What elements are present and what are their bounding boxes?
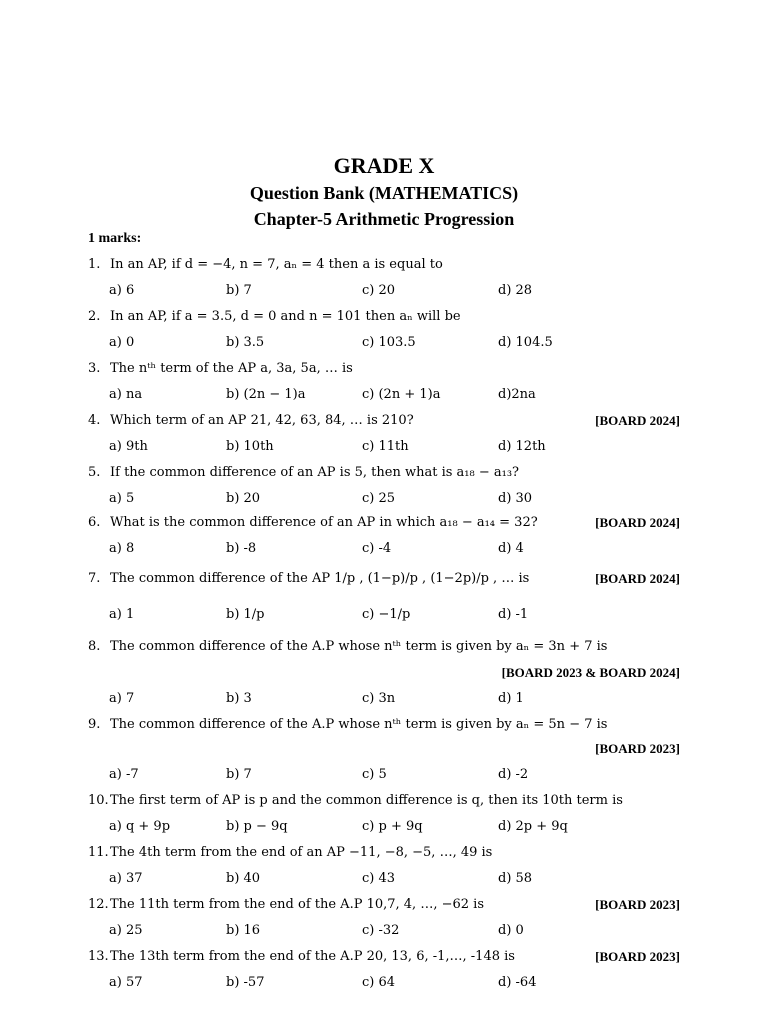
option-a: a) 0	[109, 335, 135, 350]
option-c: c) 5	[362, 767, 387, 782]
question-text: In an AP, if a = 3.5, d = 0 and n = 101 then aₙ will be	[110, 309, 461, 324]
option-b: b) 40	[226, 871, 261, 886]
question-number: 9.	[88, 717, 101, 732]
board-tag: [BOARD 2024]	[595, 515, 680, 530]
option-d: d) 4	[498, 541, 524, 556]
option-c: c) p + 9q	[362, 819, 423, 834]
question-number: 5.	[88, 465, 101, 480]
question-5	[88, 465, 519, 480]
option-b: b) 16	[226, 923, 261, 938]
option-c: c) (2n + 1)a	[362, 387, 441, 402]
grade-title: GRADE X	[333, 153, 435, 178]
option-b: b) p − 9q	[226, 819, 288, 834]
question-number: 12.	[88, 897, 109, 912]
option-d: d) 0	[498, 923, 524, 938]
question-number: 1.	[88, 257, 101, 272]
option-b: b) -57	[226, 975, 265, 990]
question-6	[88, 515, 538, 530]
question-text: What is the common difference of an AP in which a₁₈ − a₁₄ = 32?	[110, 515, 538, 530]
option-b: b) (2n − 1)a	[226, 387, 306, 402]
question-number: 8.	[88, 639, 101, 654]
question-text: The common difference of the A.P whose nᵗʰ term is given by aₙ = 5n − 7 is	[110, 717, 608, 732]
option-d: d) 104.5	[498, 335, 553, 350]
question-text: Which term of an AP 21, 42, 63, 84, … is 210?	[110, 413, 414, 428]
question-number: 3.	[88, 361, 101, 376]
option-a: a) 1	[109, 607, 135, 622]
option-a: a) na	[109, 387, 143, 402]
board-tag: [BOARD 2024]	[595, 571, 680, 586]
option-d: d) 28	[498, 283, 533, 298]
option-c: c) 20	[362, 283, 396, 298]
option-b: b) 10th	[226, 439, 274, 454]
option-b: b) 20	[226, 491, 261, 506]
board-tag: [BOARD 2023]	[595, 949, 680, 964]
question-number: 7.	[88, 571, 101, 586]
option-c: c) 11th	[362, 439, 409, 454]
option-d: d) -64	[498, 975, 537, 990]
chapter-title: Chapter-5 Arithmetic Progression	[253, 209, 515, 229]
option-d: d) 12th	[498, 439, 546, 454]
question-number: 10.	[88, 793, 109, 808]
option-a: a) 7	[109, 691, 135, 706]
option-a: a) -7	[109, 767, 139, 782]
question-bank-title: Question Bank (MATHEMATICS)	[249, 183, 519, 203]
question-number: 11.	[88, 845, 109, 860]
option-c: c) 103.5	[362, 335, 416, 350]
question-10	[88, 793, 623, 808]
question-7	[88, 571, 529, 586]
option-c: c) 43	[362, 871, 396, 886]
option-b: b) 3	[226, 691, 252, 706]
board-tag: [BOARD 2024]	[595, 413, 680, 428]
board-tag: [BOARD 2023]	[595, 897, 680, 912]
question-text: The nᵗʰ term of the AP a, 3a, 5a, … is	[110, 361, 353, 376]
option-d: d) 2p + 9q	[498, 819, 568, 834]
option-b: b) 3.5	[226, 335, 265, 350]
question-12	[88, 897, 484, 912]
question-text: The common difference of the AP 1/p , (1−p)/p , (1−2p)/p , … is	[110, 571, 530, 586]
question-number: 13.	[88, 949, 109, 964]
option-c: c) 25	[362, 491, 396, 506]
question-text: If the common difference of an AP is 5, then what is a₁₈ − a₁₃?	[110, 465, 520, 480]
option-d: d) 58	[498, 871, 533, 886]
question-13	[88, 949, 515, 964]
option-b: b) 7	[226, 283, 252, 298]
option-c: c) -32	[362, 923, 400, 938]
question-9	[88, 717, 607, 732]
option-d: d)2na	[498, 387, 536, 402]
option-a: a) q + 9p	[109, 819, 171, 834]
question-4	[88, 413, 414, 428]
option-c: c) -4	[362, 541, 392, 556]
option-b: b) -8	[226, 541, 257, 556]
board-tag: [BOARD 2023 & BOARD 2024]	[501, 665, 680, 680]
option-b: b) 7	[226, 767, 252, 782]
section-label: 1 marks:	[88, 231, 142, 246]
question-number: 6.	[88, 515, 101, 530]
question-number: 2.	[88, 309, 101, 324]
option-c: c) 3n	[362, 691, 396, 706]
option-a: a) 25	[109, 923, 143, 938]
question-3	[88, 361, 353, 376]
question-8	[88, 639, 607, 654]
option-d: d) -1	[498, 607, 529, 622]
question-text: The common difference of the A.P whose nᵗʰ term is given by aₙ = 3n + 7 is	[110, 639, 608, 654]
question-text: The first term of AP is p and the common difference is q, then its 10th term is	[110, 793, 623, 808]
option-a: a) 57	[109, 975, 143, 990]
option-c: c) −1/p	[362, 607, 411, 622]
option-c: c) 64	[362, 975, 396, 990]
question-number: 4.	[88, 413, 101, 428]
board-tag: [BOARD 2023]	[595, 741, 680, 756]
page-header	[0, 152, 768, 232]
option-a: a) 9th	[109, 439, 148, 454]
option-d: d) 30	[498, 491, 533, 506]
question-2	[88, 309, 461, 324]
option-a: a) 5	[109, 491, 135, 506]
question-text: The 4th term from the end of an AP −11, −8, −5, …, 49 is	[110, 845, 493, 860]
question-text: The 13th term from the end of the A.P 20, 13, 6, -1,…, -148 is	[110, 949, 515, 964]
option-a: a) 8	[109, 541, 135, 556]
option-d: d) 1	[498, 691, 524, 706]
option-a: a) 6	[109, 283, 135, 298]
question-text: The 11th term from the end of the A.P 10,7, 4, …, −62 is	[110, 897, 484, 912]
question-text: In an AP, if d = −4, n = 7, aₙ = 4 then a is equal to	[110, 257, 443, 272]
question-11	[88, 845, 492, 860]
question-1	[88, 257, 443, 272]
option-b: b) 1/p	[226, 607, 265, 622]
option-d: d) -2	[498, 767, 529, 782]
option-a: a) 37	[109, 871, 143, 886]
